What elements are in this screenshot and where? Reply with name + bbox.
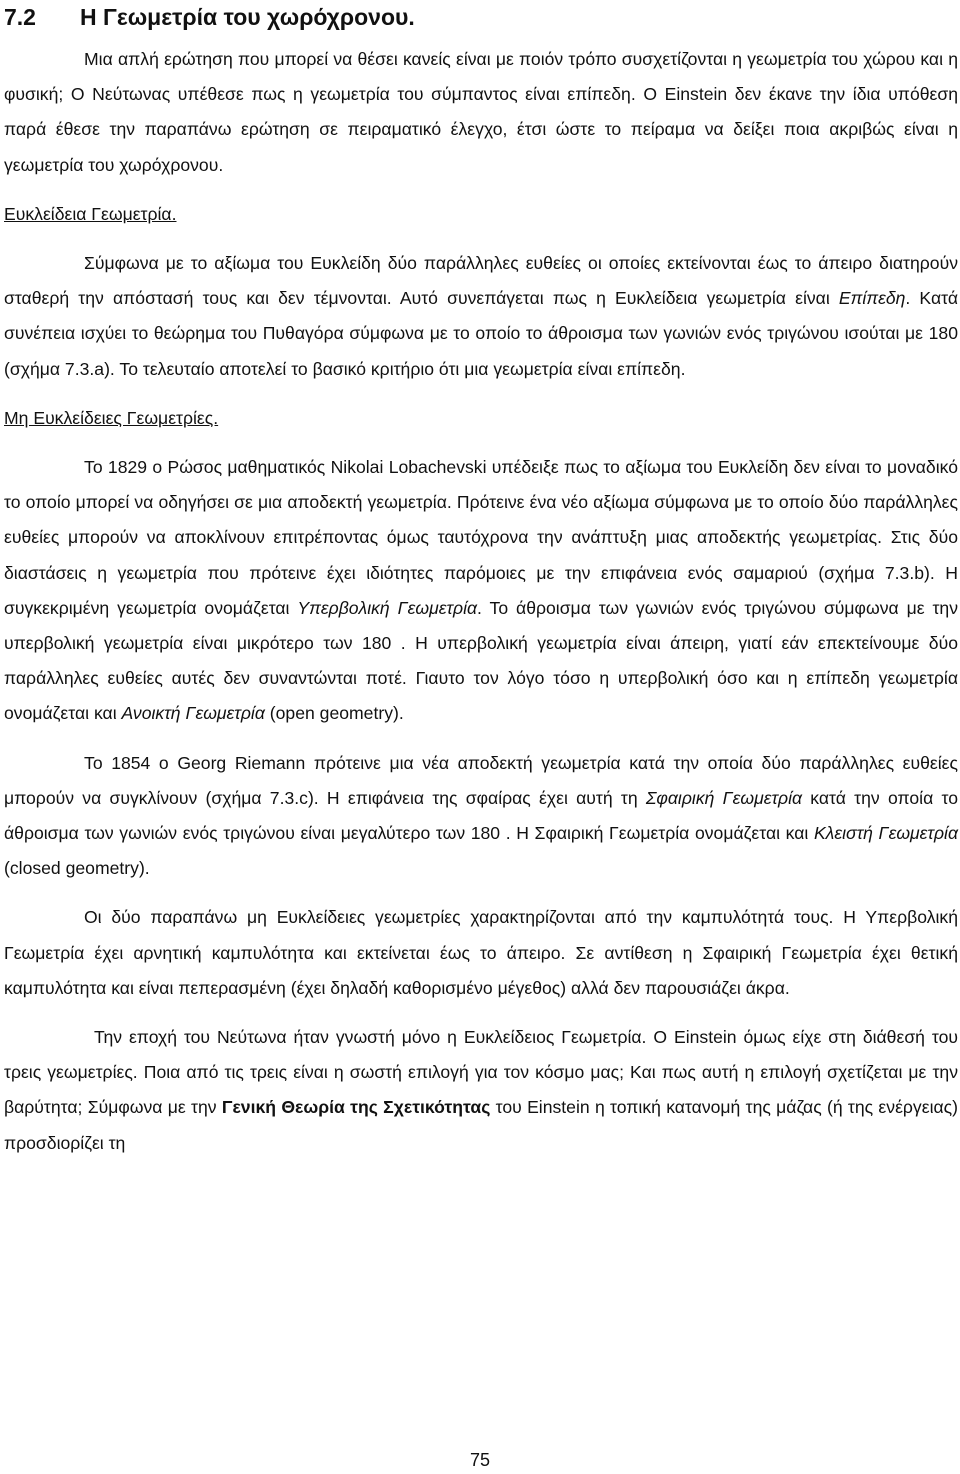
section-number: 7.2: [4, 4, 36, 30]
curvature-paragraph: Οι δύο παραπάνω μη Ευκλείδειες γεωμετρίες χαρακτηρίζονται από την καμπυλότητά τους. Η Υπερβολική Γεωμετρία έχει αρνητική καμπυλότητα και εκτείνεται έως το άπειρο. Σε αντίθεση η Σφαιρική Γεωμετρία έχει θετική καμπυλότητα και είναι πεπερασμένη (έχει δηλαδή καθορισμένο μέγεθος) αλλά δεν παρουσιάζει άκρα.: [4, 907, 958, 998]
section-title-text: Η Γεωμετρία του χωρόχρονου.: [80, 4, 415, 30]
einstein-text-1: Την εποχή του Νεύτωνα ήταν γνωστή μόνο η Ευκλείδειος Γεωμετρία. Ο Einstein όμως είχε στη διάθεσή του τρεις γεωμετρίες. Ποια από τις τρεις είναι η σωστή επιλογή για τον κόσμο μας; Και πως αυτή η επιλογή σχετίζεται με την βαρύτητα; Σύμφωνα με την: [4, 1027, 958, 1118]
section-title: [4, 0, 958, 42]
open-geometry-term: Ανοικτή Γεωμετρία: [121, 703, 265, 724]
lobachevski-text-2: . Το άθροισμα των γωνιών ενός τριγώνου σύμφωνα με την υπερβολική γεωμετρία είναι μικρότερο των 180 . Η υπερβολική γεωμετρία είναι άπειρη, γιατί εάν επεκτείνουμε δύο παράλληλες ευθείες αυτές δεν συναντώνται ποτέ. Γιαυτο τον λόγο τόσο η υπερβολική όσο και η επίπεδη γεωμετρία ονομάζεται και: [4, 597, 959, 724]
lobachevski-paragraph: [4, 450, 958, 732]
lobachevski-text-3: (open geometry).: [264, 703, 404, 724]
euclidean-text-2: . Κατά συνέπεια ισχύει το θεώρημα του Πυθαγόρα σύμφωνα με το οποίο το άθροισμα των γωνιών ενός τριγώνου ισούται με 180 (σχήμα 7.3.a). Το τελευταίο αποτελεί το βασικό κριτήριο ότι μια γεωμετρία είναι επίπεδη.: [4, 288, 958, 379]
riemann-text-3: (closed geometry).: [4, 858, 150, 879]
page-number: 75: [469, 1450, 491, 1470]
euclidean-italic-term: Επίπεδη: [838, 288, 906, 309]
closed-geometry-term: Κλειστή Γεωμετρία: [813, 823, 958, 844]
non-euclidean-heading: Μη Ευκλείδειες Γεωμετρίες.: [4, 407, 219, 428]
hyperbolic-geometry-term: Υπερβολική Γεωμετρία: [297, 597, 478, 618]
general-relativity-term: Γενική Θεωρία της Σχετικότητας: [221, 1097, 491, 1118]
intro-paragraph: Μια απλή ερώτηση που μπορεί να θέσει κανείς είναι με ποιόν τρόπο συσχετίζονται η γεωμετρία του χώρου και η φυσική; Ο Νεύτωνας υπέθεσε πως η γεωμετρία του σύμπαντος είναι επίπεδη. Ο Einstein δεν έκανε την ίδια υπόθεση παρά έθεσε την παραπάνω ερώτηση σε πειραματικό έλεγχο, έτσι ώστε το πείραμα να δείξει ποια ακριβώς είναι η γεωμετρία του χωρόχρονου.: [4, 49, 958, 175]
euclidean-heading: Ευκλείδεια Γεωμετρία.: [4, 203, 177, 224]
spherical-geometry-term: Σφαιρική Γεωμετρία: [645, 787, 803, 808]
riemann-text-2: κατά την οποία το άθροισμα των γωνιών ενός τριγώνου είναι μεγαλύτερο των 180 . Η Σφαιρική Γεωμετρία ονομάζεται και: [4, 787, 958, 844]
document-page: [4, 0, 958, 1161]
einstein-text-2: του Einstein η τοπική κατανομή της μάζας (ή της ενέργειας) προσδιορίζει τη: [4, 1097, 958, 1153]
lobachevski-text-1: Το 1829 ο Ρώσος μαθηματικός Nikolai Lobachevski υπέδειξε πως το αξίωμα του Ευκλείδη δεν είναι το μοναδικό το οποίο μπορεί να οδηγήσει σε μια αποδεκτή γεωμετρία. Πρότεινε ένα νέο αξίωμα σύμφωνα με το οποίο δύο παράλληλες ευθείες μπορούν να αποκλίνουν επιτρέποντας όμως ταυτόχρονα την ανάπτυξη μιας αποδεκτής γεωμετρίας. Στις δύο διαστάσεις η γεωμετρία που πρότεινε έχει ιδιότητες παρόμοιες με την επιφάνεια ενός σαμαριού (σχήμα 7.3.b). Η συγκεκριμένη γεωμετρία ονομάζεται: [4, 457, 958, 618]
euclidean-paragraph: [4, 246, 958, 387]
einstein-paragraph: [4, 1020, 958, 1161]
euclidean-text-1: Σύμφωνα με το αξίωμα του Ευκλείδη δύο παράλληλες ευθείες οι οποίες εκτείνονται έως το άπειρο διατηρούν σταθερή την απόστασή τους και δεν τέμνονται. Αυτό συνεπάγεται πως η Ευκλείδεια γεωμετρία είναι: [4, 253, 958, 309]
riemann-text-1: Το 1854 ο Georg Riemann πρότεινε μια νέα αποδεκτή γεωμετρία κατά την οποία δύο παράλληλες ευθείες μπορούν να συγκλίνουν (σχήμα 7.3.c). Η επιφάνεια της σφαίρας έχει αυτή τη: [4, 752, 958, 808]
riemann-paragraph: [4, 746, 958, 887]
